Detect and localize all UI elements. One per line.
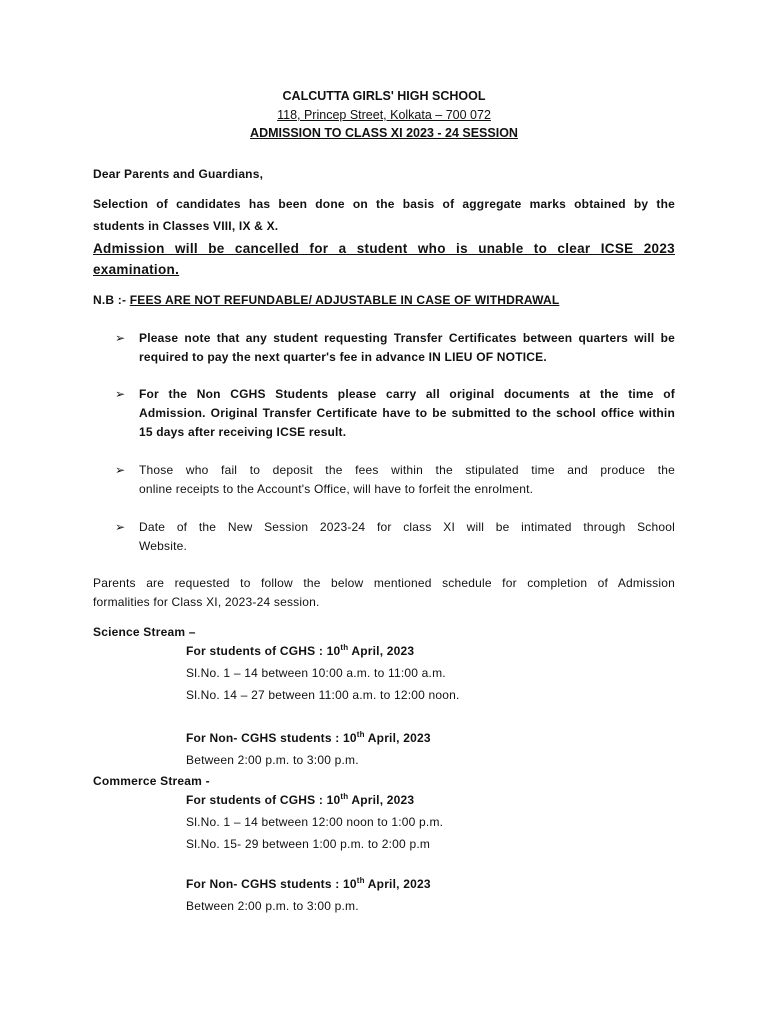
admission-title: ADMISSION TO CLASS XI 2023 - 24 SESSION bbox=[250, 126, 518, 140]
commerce-stream-heading: Commerce Stream - bbox=[93, 774, 210, 788]
selection-line-1: Selection of candidates has been done on the basis of aggregate marks obtained by the bbox=[93, 197, 675, 211]
commerce-cghs-label: For students of CGHS : 10 bbox=[186, 793, 341, 807]
cancel-notice-line-1: Admission will be cancelled for a student who is unable to clear ICSE 2023 bbox=[93, 241, 675, 256]
nb-text: FEES ARE NOT REFUNDABLE/ ADJUSTABLE IN CASE OF WITHDRAWAL bbox=[129, 293, 560, 307]
science-cghs-label: For students of CGHS : 10 bbox=[186, 644, 341, 658]
bullet-4-line-2: Website. bbox=[139, 539, 188, 553]
commerce-non-cghs-heading bbox=[186, 877, 431, 891]
science-cghs-sup: th bbox=[340, 643, 349, 652]
arrow-bullet-icon: ➢ bbox=[115, 331, 126, 345]
science-non-slot: Between 2:00 p.m. to 3:00 p.m. bbox=[186, 753, 359, 767]
selection-line-2: students in Classes VIII, IX & X. bbox=[93, 219, 279, 233]
school-name: CALCUTTA GIRLS' HIGH SCHOOL bbox=[282, 89, 486, 103]
nb-note bbox=[93, 293, 559, 307]
commerce-non-sup: th bbox=[356, 876, 365, 885]
arrow-bullet-icon: ➢ bbox=[115, 520, 126, 534]
commerce-non-date: April, 2023 bbox=[364, 877, 431, 891]
bullet-1-line-1: Please note that any student requesting Transfer Certificates between quarters will be bbox=[139, 331, 675, 345]
science-slot-1: Sl.No. 1 – 14 between 10:00 a.m. to 11:00 a.m. bbox=[186, 666, 446, 680]
school-address: 118, Princep Street, Kolkata – 700 072 bbox=[277, 108, 491, 122]
science-non-sup: th bbox=[356, 730, 365, 739]
science-non-cghs-heading bbox=[186, 731, 431, 745]
commerce-non-label: For Non- CGHS students : 10 bbox=[186, 877, 357, 891]
bullet-4-line-1: Date of the New Session 2023-24 for class XI will be intimated through School bbox=[139, 520, 675, 534]
bullet-2-line-2: Admission. Original Transfer Certificate have to be submitted to the school office within bbox=[139, 406, 675, 420]
bullet-2-line-1: For the Non CGHS Students please carry all original documents at the time of bbox=[139, 387, 675, 401]
science-non-label: For Non- CGHS students : 10 bbox=[186, 731, 357, 745]
arrow-bullet-icon: ➢ bbox=[115, 463, 126, 477]
bullet-1-line-2: required to pay the next quarter's fee in advance IN LIEU OF NOTICE. bbox=[139, 350, 547, 364]
science-cghs-date: April, 2023 bbox=[348, 644, 415, 658]
commerce-cghs-sup: th bbox=[340, 792, 349, 801]
science-cghs-heading bbox=[186, 644, 414, 658]
commerce-slot-2: Sl.No. 15- 29 between 1:00 p.m. to 2:00 p.m bbox=[186, 837, 431, 851]
commerce-cghs-date: April, 2023 bbox=[348, 793, 415, 807]
bullet-3-line-1: Those who fail to deposit the fees within the stipulated time and produce the bbox=[139, 463, 675, 477]
commerce-non-slot: Between 2:00 p.m. to 3:00 p.m. bbox=[186, 899, 359, 913]
cancel-notice-line-2: examination. bbox=[93, 262, 180, 277]
bullet-2-line-3: 15 days after receiving ICSE result. bbox=[139, 425, 347, 439]
commerce-slot-1: Sl.No. 1 – 14 between 12:00 noon to 1:00 p.m. bbox=[186, 815, 444, 829]
greeting: Dear Parents and Guardians, bbox=[93, 167, 264, 181]
commerce-cghs-heading bbox=[186, 793, 414, 807]
science-non-date: April, 2023 bbox=[364, 731, 431, 745]
nb-label: N.B :- bbox=[93, 293, 130, 307]
science-slot-2: Sl.No. 14 – 27 between 11:00 a.m. to 12:00 noon. bbox=[186, 688, 460, 702]
science-stream-heading: Science Stream – bbox=[93, 625, 196, 639]
request-line-2: formalities for Class XI, 2023-24 session. bbox=[93, 595, 320, 609]
bullet-3-line-2: online receipts to the Account's Office, will have to forfeit the enrolment. bbox=[139, 482, 534, 496]
arrow-bullet-icon: ➢ bbox=[115, 387, 126, 401]
request-line-1: Parents are requested to follow the below mentioned schedule for completion of Admission bbox=[93, 576, 675, 590]
